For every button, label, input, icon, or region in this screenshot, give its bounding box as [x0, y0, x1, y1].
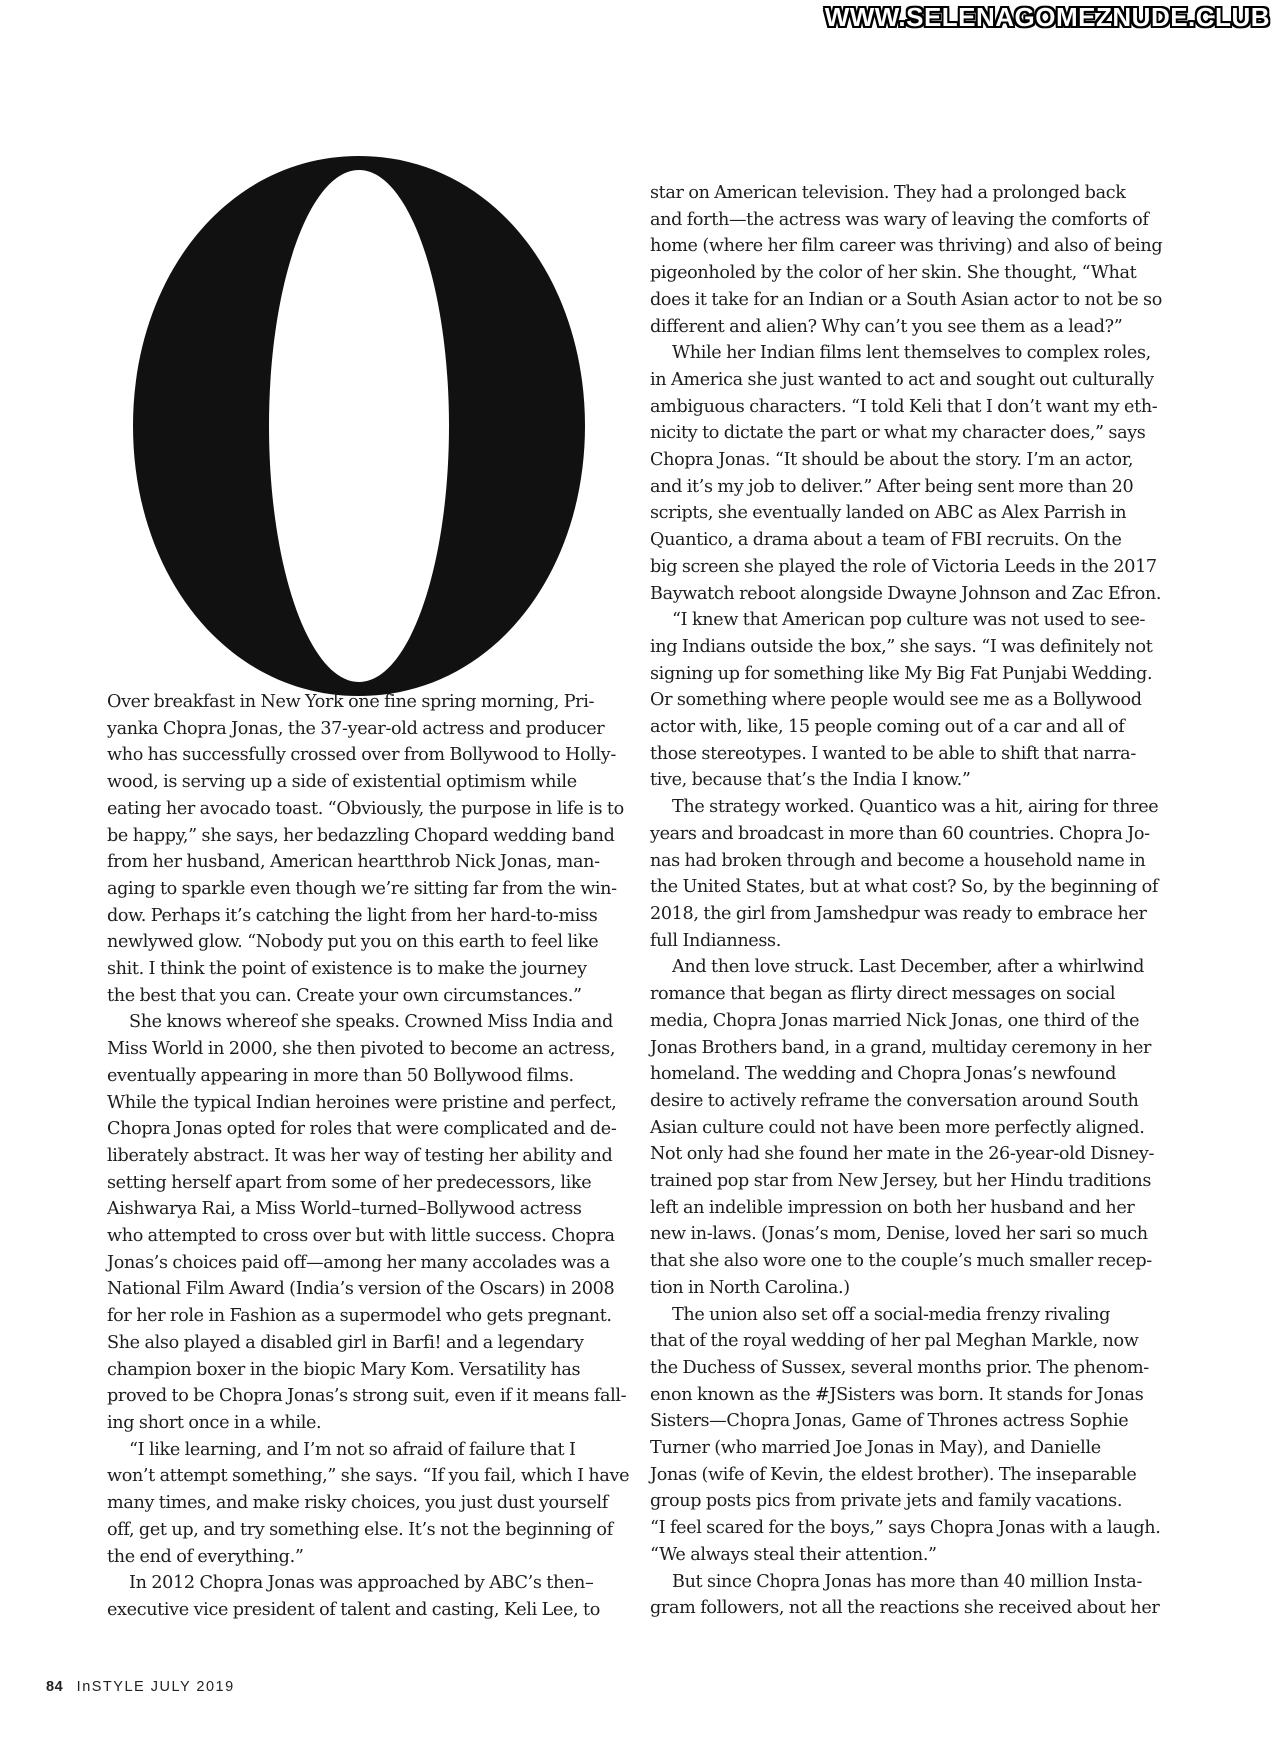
text-line: But since Chopra Jonas has more than 40 million Insta- — [672, 1571, 1143, 1592]
article-paragraph — [107, 1570, 612, 1623]
text-line: for her role in Fashion as a supermodel who gets pregnant. — [107, 1306, 612, 1327]
text-line: who has successfully crossed over from Bollywood to Holly- — [107, 745, 616, 766]
text-line: ambiguous characters. “I told Keli that I don’t want my eth- — [650, 396, 1158, 417]
text-line: left an indelible impression on both her husband and her — [650, 1197, 1135, 1218]
issue-date: JULY 2019 — [150, 1679, 235, 1695]
text-line: “We always steal their attention.” — [650, 1544, 937, 1565]
text-line: home (where her film career was thriving) and also of being — [650, 236, 1163, 257]
text-line: eating her avocado toast. “Obviously, the purpose in life is to — [107, 798, 624, 819]
text-line: off, get up, and try something else. It’s not the beginning of — [107, 1519, 613, 1540]
text-line: Baywatch reboot alongside Dwayne Johnson and Zac Efron. — [650, 583, 1162, 604]
text-line: “I like learning, and I’m not so afraid of failure that I — [129, 1439, 576, 1460]
text-line: While her Indian films lent themselves to complex roles, — [672, 343, 1151, 364]
text-line: actor with, like, 15 people coming out of a car and all of — [650, 717, 1125, 738]
text-line: and it’s my job to deliver.” After being sent more than 20 — [650, 476, 1134, 497]
text-line: Sisters—Chopra Jonas, Game of Thrones actress Sophie — [650, 1411, 1129, 1432]
text-line: yanka Chopra Jonas, the 37-year-old actress and producer — [107, 718, 605, 739]
text-line: enon known as the #JSisters was born. It stands for Jonas — [650, 1384, 1144, 1405]
page-number: 84 — [46, 1679, 64, 1695]
text-line: And then love struck. Last December, after a whirlwind — [672, 957, 1145, 978]
article-paragraph — [650, 340, 1162, 607]
article-paragraph — [650, 1569, 1160, 1622]
text-line: Aishwarya Rai, a Miss World–turned–Bollywood actress — [107, 1199, 582, 1220]
text-line: Miss World in 2000, she then pivoted to become an actress, — [107, 1039, 616, 1060]
text-line: Quantico, a drama about a team of FBI recruits. On the — [650, 530, 1122, 551]
text-line: that she also wore one to the couple’s much smaller recep- — [650, 1251, 1152, 1272]
watermark-text: WWW.SELENAGOMEZNUDE.CLUB — [824, 2, 1270, 32]
text-line: different and alien? Why can’t you see them as a lead?” — [650, 316, 1123, 337]
text-line: those stereotypes. I wanted to be able to shift that narra- — [650, 743, 1136, 764]
text-line: nicity to dictate the part or what my character does,” says — [650, 423, 1146, 444]
text-line: Jonas (wife of Kevin, the eldest brother). The inseparable — [650, 1464, 1137, 1485]
article-paragraph — [650, 607, 1155, 794]
text-line: that of the royal wedding of her pal Meghan Markle, now — [650, 1331, 1139, 1352]
text-line: the United States, but at what cost? So, by the beginning of — [650, 877, 1159, 898]
text-line: who attempted to cross over but with little success. Chopra — [107, 1226, 615, 1247]
text-line: Jonas’s choices paid off—among her many accolades was a — [107, 1252, 610, 1273]
article-paragraph — [650, 1302, 1161, 1569]
text-line: full Indianness. — [650, 930, 781, 951]
text-line: desire to actively reframe the conversation around South — [650, 1090, 1139, 1111]
article-paragraph — [107, 689, 624, 1009]
text-line: the best that you can. Create your own circumstances.” — [107, 985, 582, 1006]
text-line: Turner (who married Joe Jonas in May), and Danielle — [650, 1438, 1101, 1459]
text-line: wood, is serving up a side of existential optimism while — [107, 772, 577, 793]
text-line: dow. Perhaps it’s catching the light from her hard-to-miss — [107, 905, 598, 926]
text-line: big screen she played the role of Victoria Leeds in the 2017 — [650, 556, 1157, 577]
text-line: the Duchess of Sussex, several months prior. The phenom- — [650, 1357, 1149, 1378]
text-line: romance that began as flirty direct messages on social — [650, 984, 1116, 1005]
text-line: signing up for something like My Big Fat Punjabi Wedding. — [650, 663, 1153, 684]
text-line: In 2012 Chopra Jonas was approached by ABC’s then– — [129, 1573, 594, 1594]
text-line: Chopra Jonas opted for roles that were complicated and de- — [107, 1119, 617, 1140]
text-line: does it take for an Indian or a South Asian actor to not be so — [650, 289, 1162, 310]
text-line: pigeonholed by the color of her skin. She thought, “What — [650, 263, 1137, 284]
page-footer — [46, 1679, 235, 1695]
text-line: 2018, the girl from Jamshedpur was ready to embrace her — [650, 903, 1147, 924]
text-line: nas had broken through and become a household name in — [650, 850, 1146, 871]
text-line: Asian culture could not have been more perfectly aligned. — [650, 1117, 1145, 1138]
text-line: gram followers, not all the reactions she received about her — [650, 1598, 1160, 1619]
article-paragraph — [107, 1437, 630, 1571]
text-line: ing short once in a while. — [107, 1412, 322, 1433]
text-line: tion in North Carolina.) — [650, 1277, 850, 1298]
text-line: National Film Award (India’s version of the Oscars) in 2008 — [107, 1279, 615, 1300]
magazine-name: InSTYLE — [76, 1679, 146, 1695]
text-line: newlywed glow. “Nobody put you on this earth to feel like — [107, 932, 599, 953]
text-line: star on American television. They had a prolonged back — [650, 183, 1126, 203]
text-line: group posts pics from private jets and family vacations. — [650, 1491, 1123, 1512]
text-line: aging to sparkle even though we’re sitting far from the win- — [107, 878, 617, 899]
text-line: The strategy worked. Quantico was a hit, airing for three — [672, 797, 1159, 818]
text-line: proved to be Chopra Jonas’s strong suit, even if it means fall- — [107, 1386, 627, 1407]
text-line: ing Indians outside the box,” she says. “I was definitely not — [650, 636, 1153, 657]
text-line: trained pop star from New Jersey, but her Hindu traditions — [650, 1171, 1152, 1192]
text-line: many times, and make risky choices, you just dust yourself — [107, 1493, 608, 1514]
article-paragraph — [650, 180, 1163, 340]
text-line: She knows whereof she speaks. Crowned Miss India and — [129, 1012, 613, 1033]
text-line: in America she just wanted to act and sought out culturally — [650, 369, 1154, 390]
text-line: “I feel scared for the boys,” says Chopra Jonas with a laugh. — [650, 1518, 1161, 1539]
article-paragraph — [107, 1009, 627, 1436]
text-line: years and broadcast in more than 60 countries. Chopra Jo- — [650, 823, 1150, 844]
text-line: and forth—the actress was wary of leaving the comforts of — [650, 209, 1149, 230]
text-line: liberately abstract. It was her way of testing her ability and — [107, 1145, 613, 1166]
text-line: media, Chopra Jonas married Nick Jonas, one third of the — [650, 1010, 1140, 1031]
text-line: homeland. The wedding and Chopra Jonas’s newfound — [650, 1064, 1116, 1085]
text-line: executive vice president of talent and casting, Keli Lee, to — [107, 1599, 601, 1620]
text-line: tive, because that’s the India I know.” — [650, 770, 971, 791]
dropcap-letter — [119, 156, 599, 696]
text-line: champion boxer in the biopic Mary Kom. Versatility has — [107, 1359, 581, 1380]
article-paragraph — [650, 794, 1159, 954]
text-line: be happy,” she says, her bedazzling Chopard wedding band — [107, 825, 615, 846]
article-paragraph — [650, 954, 1155, 1301]
text-line: shit. I think the point of existence is to make the journey — [107, 959, 587, 980]
text-line: won’t attempt something,” she says. “If you fail, which I have — [107, 1466, 630, 1487]
text-line: setting herself apart from some of her predecessors, like — [107, 1172, 592, 1193]
text-line: eventually appearing in more than 50 Bollywood films. — [107, 1065, 574, 1086]
text-line: She also played a disabled girl in Barfi! and a legendary — [107, 1332, 584, 1353]
text-line: new in-laws. (Jonas’s mom, Denise, loved her sari so much — [650, 1224, 1148, 1245]
text-line: The union also set off a social-media frenzy rivaling — [672, 1304, 1111, 1325]
text-line: Over breakfast in New York one fine spring morning, Pri- — [107, 692, 595, 712]
text-line: “I knew that American pop culture was not used to see- — [672, 610, 1146, 631]
text-line: Chopra Jonas. “It should be about the story. I’m an actor, — [650, 450, 1134, 471]
left-column — [107, 689, 630, 1624]
right-column — [650, 180, 1163, 1622]
text-line: While the typical Indian heroines were pristine and perfect, — [107, 1092, 617, 1113]
text-line: Not only had she found her mate in the 26-year-old Disney- — [650, 1144, 1155, 1165]
text-line: Or something where people would see me as a Bollywood — [650, 690, 1142, 711]
text-line: from her husband, American heartthrob Nick Jonas, man- — [107, 852, 600, 873]
text-line: scripts, she eventually landed on ABC as Alex Parrish in — [650, 503, 1127, 524]
text-line: Jonas Brothers band, in a grand, multiday ceremony in her — [650, 1037, 1152, 1058]
text-line: the end of everything.” — [107, 1546, 304, 1567]
